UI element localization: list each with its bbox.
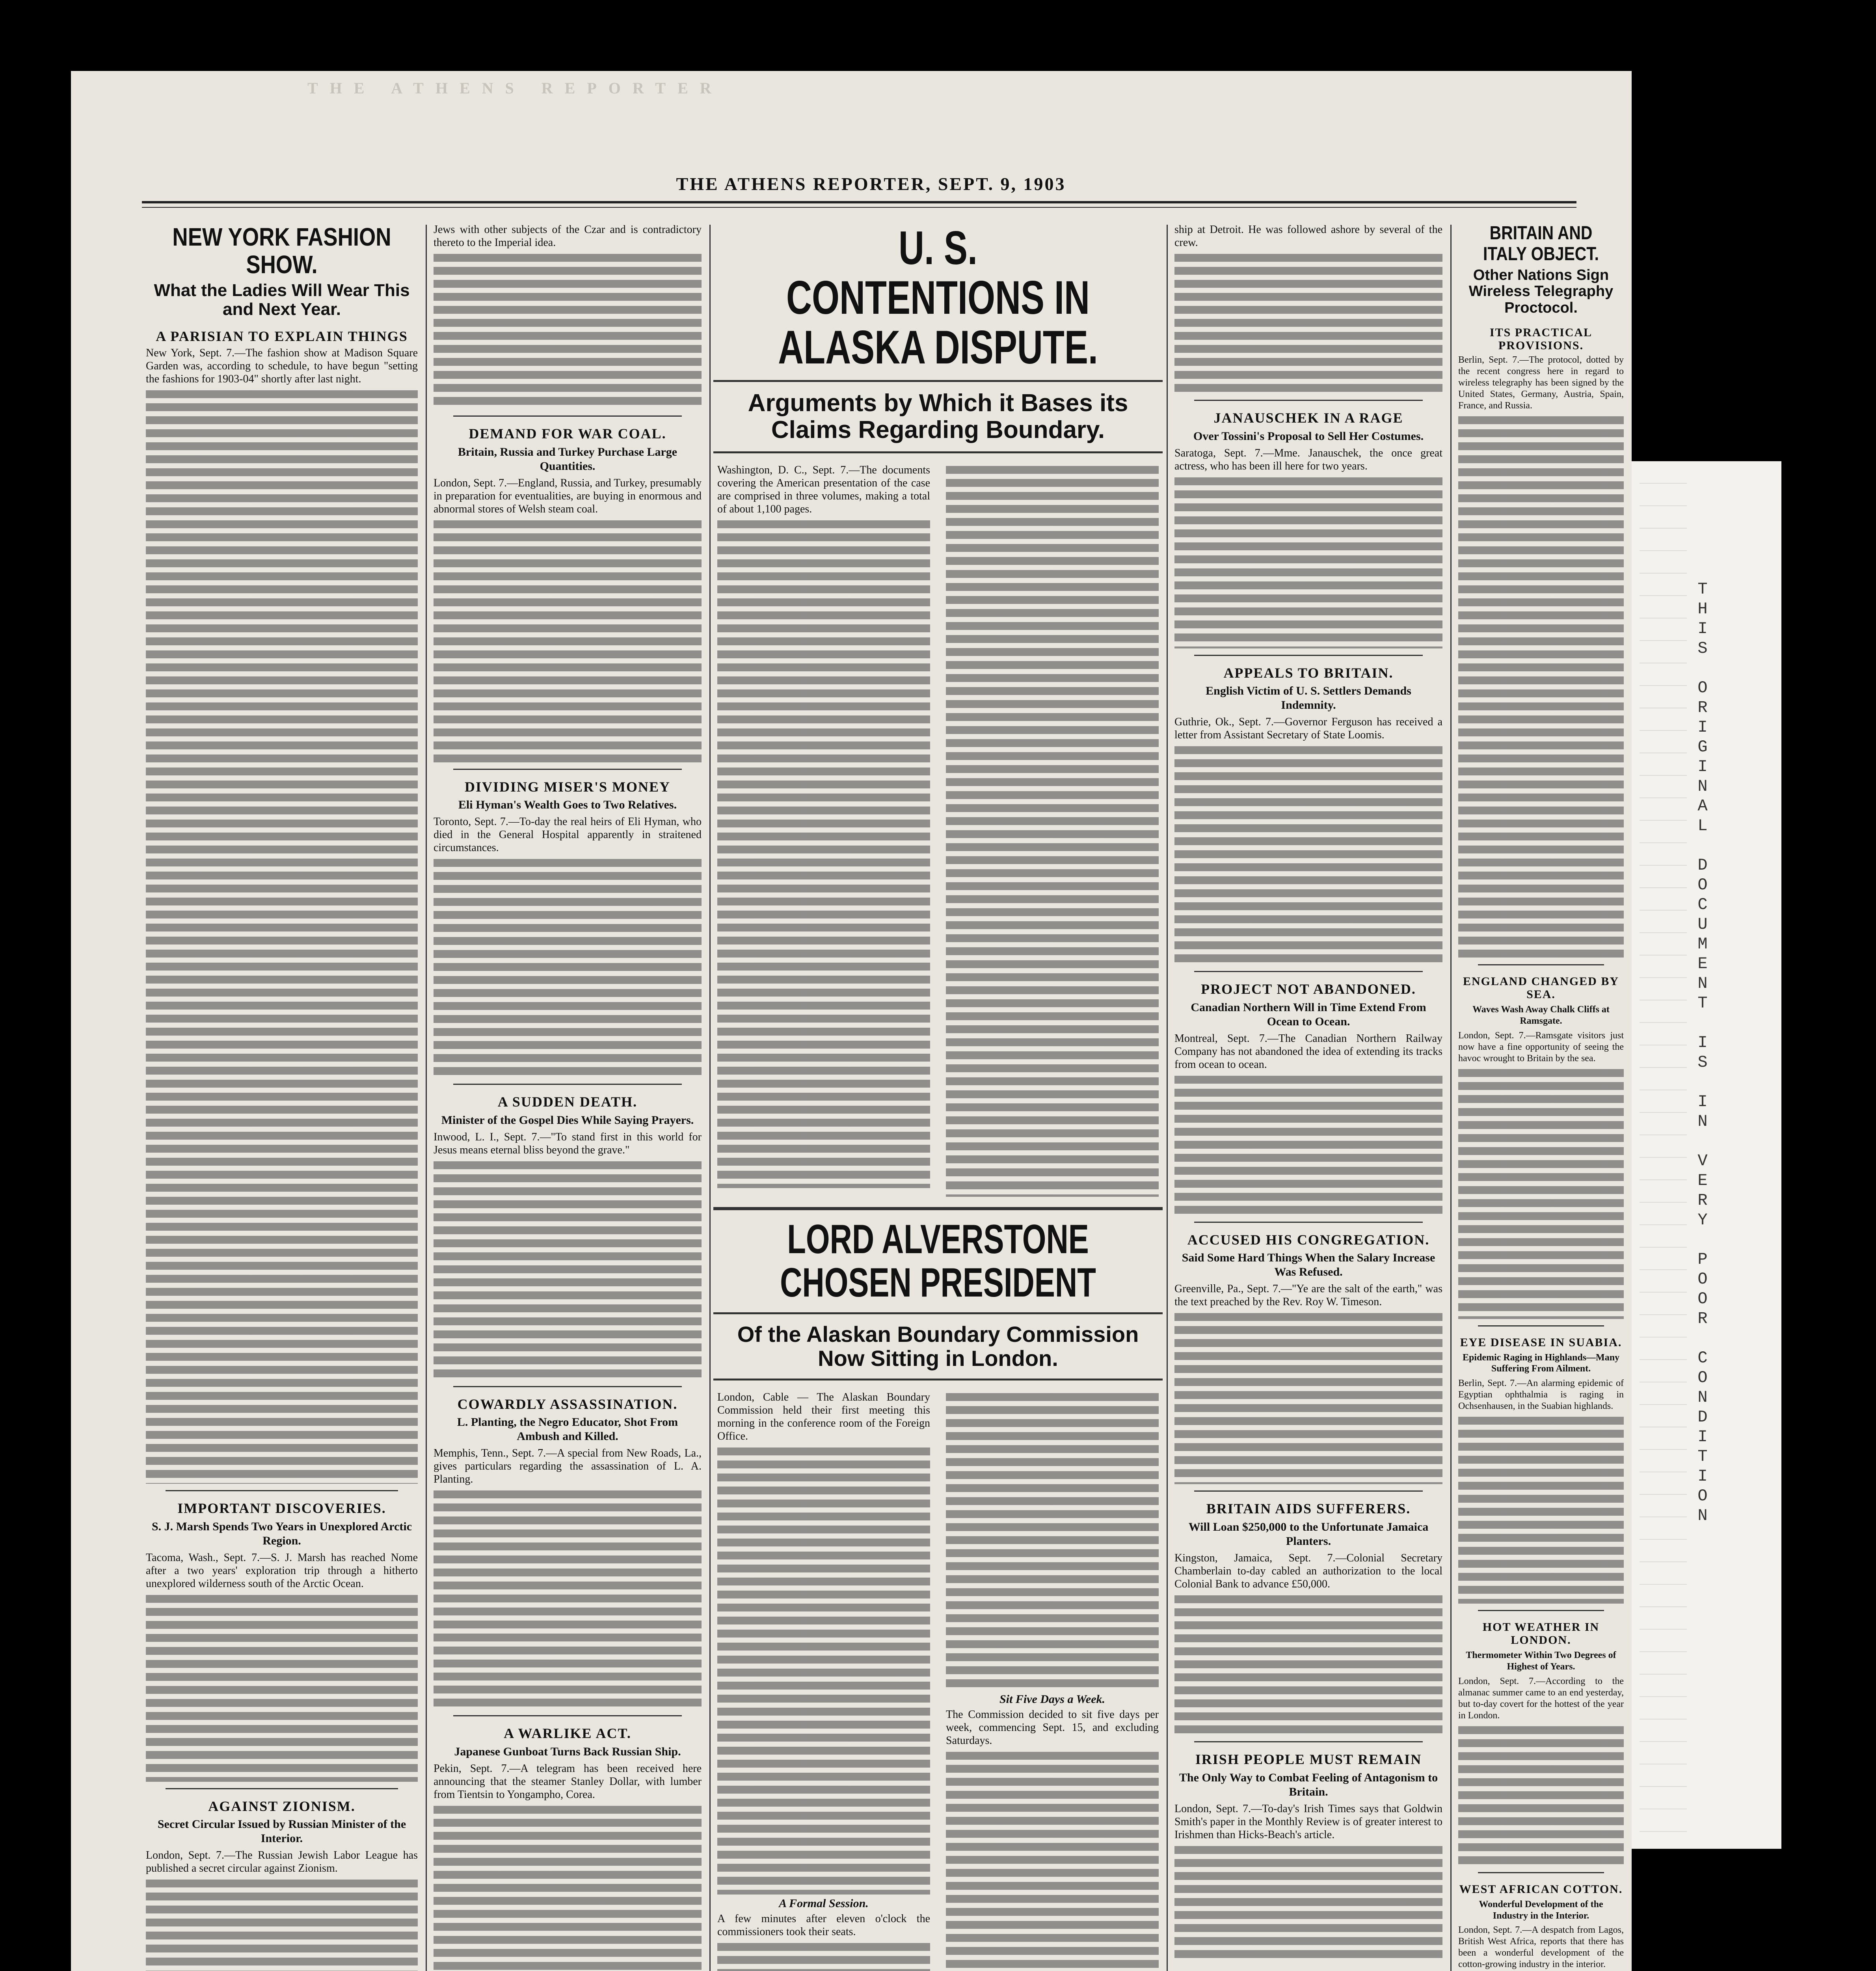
article-body-zionism xyxy=(146,1877,418,1971)
article-text: Tacoma, Wash., Sept. 7.—S. J. Marsh has reached Nome after a two years' exploration trip through a hitherto unexplored wilderness south of the Arctic Ocean. xyxy=(146,1551,418,1590)
section-provisions: ITS PRACTICAL PROVISIONS. xyxy=(1489,326,1593,352)
subhead-west-african-cotton: Wonderful Development of the Industry in the Interior. xyxy=(1479,1899,1603,1921)
column-5 xyxy=(1454,221,1628,1971)
subhead-sudden-death: Minister of the Gospel Dies While Saying Prayers. xyxy=(441,1113,694,1127)
article-text: New York, Sept. 7.—The fashion show at Madison Square Garden was, according to schedule, to have begun "setting the fashions for 1903-04" shortly after last night. xyxy=(146,347,418,386)
subhead-project: Canadian Northern Will in Time Extend From Ocean to Ocean. xyxy=(1191,1000,1426,1028)
bleed-through-text: THE ATHENS REPORTER xyxy=(307,79,723,97)
article-body-project xyxy=(1174,1073,1442,1215)
section-irish-people: IRISH PEOPLE MUST REMAIN xyxy=(1195,1751,1422,1767)
subhead-hot-weather: Thermometer Within Two Degrees of Highest of Years. xyxy=(1466,1650,1616,1672)
section-misers-money: DIVIDING MISER'S MONEY xyxy=(464,779,671,795)
article-body-continued xyxy=(1174,251,1442,393)
subhead-assassination: L. Planting, the Negro Educator, Shot From Ambush and Killed. xyxy=(457,1416,678,1443)
article-body-britain-aids xyxy=(1174,1593,1442,1735)
section-discoveries: IMPORTANT DISCOVERIES. xyxy=(177,1500,386,1516)
article-text: The Commission decided to sit five days per week, commencing Sept. 15, and excluding Saturdays. xyxy=(946,1708,1159,1747)
subhead-warlike-act: Japanese Gunboat Turns Back Russian Ship. xyxy=(454,1745,681,1758)
section-sudden-death: A SUDDEN DEATH. xyxy=(497,1094,638,1110)
divider xyxy=(1478,1325,1604,1326)
alverstone-article-body xyxy=(713,1388,1163,1971)
section-eye-disease: EYE DISEASE IN SUABIA. xyxy=(1460,1336,1622,1349)
divider xyxy=(1194,1741,1423,1742)
divider xyxy=(1194,655,1423,656)
article-body-accused xyxy=(1174,1311,1442,1484)
divider xyxy=(713,380,1163,382)
article-body-misers-money xyxy=(434,857,702,1077)
headline-alaska-dispute: U. S. CONTENTIONS IN ALASKA DISPUTE. xyxy=(778,222,1098,374)
article-text: Saratoga, Sept. 7.—Mme. Janauschek, the once great actress, who has been ill here for two years. xyxy=(1174,447,1442,472)
article-text: London, Sept. 7.—A despatch from Lagos, British West Africa, reports that there has been a wonderful development of the cotton-growing industry in the interior. xyxy=(1458,1925,1624,1970)
masthead-rule xyxy=(142,201,1576,203)
article-text: Washington, D. C., Sept. 7.—The documents covering the American presentation of the case are comprised in three volumes, making a total of about 1,100 pages. xyxy=(717,464,930,516)
article-text: Inwood, L. I., Sept. 7.—"To stand first in this world for Jesus means eternal bliss beyond the grave." xyxy=(434,1131,702,1156)
strip-ruled-lines xyxy=(1640,461,1687,1849)
divider xyxy=(713,1207,1163,1210)
article-body-formal-session xyxy=(717,1941,930,1971)
condition-note: T H I S O R I G I N A L D O C U M E N T I S I N V E R Y P O O R C O N D I T I O N xyxy=(1697,580,1708,1525)
divider xyxy=(713,1312,1163,1314)
article-body-appeals xyxy=(1174,744,1442,965)
column-3 xyxy=(713,221,1163,1971)
subhead-fashion-show: What the Ladies Will Wear This and Next Year. xyxy=(154,280,410,319)
headline-fashion-show: NEW YORK FASHION SHOW. xyxy=(172,223,391,279)
article-body-irish-people xyxy=(1174,1844,1442,1962)
divider xyxy=(1478,964,1604,965)
section-war-coal: DEMAND FOR WAR COAL. xyxy=(469,426,666,442)
article-text: A few minutes after eleven o'clock the commissioners took their seats. xyxy=(717,1912,930,1938)
section-appeals: APPEALS TO BRITAIN. xyxy=(1223,665,1394,681)
article-body-hot-weather xyxy=(1458,1724,1624,1866)
divider xyxy=(1194,1222,1423,1223)
divider xyxy=(1194,971,1423,972)
divider xyxy=(453,1715,682,1716)
article-body-alaska-left xyxy=(717,518,930,1188)
divider xyxy=(1194,400,1423,401)
article-body-alverstone-left xyxy=(717,1445,930,1895)
article-text: Pekin, Sept. 7.—A telegram has been received here announcing that the steamer Stanley Dollar, with lumber from Tientsin to Yongampho, Corea. xyxy=(434,1762,702,1801)
article-text: London, Sept. 7.—To-day's Irish Times says that Goldwin Smith's paper in the Monthly Review is of greater interest to Irishmen than Hicks-Beach's article. xyxy=(1174,1802,1442,1841)
column-rule xyxy=(1167,225,1168,1971)
column-rule xyxy=(426,225,427,1971)
article-text: Berlin, Sept. 7.—The protocol, dotted by the recent congress here in regard to wireless telegraphy has been signed by the United States, Germany, Austria, Spain, France, and Russia. xyxy=(1458,354,1624,411)
divider xyxy=(453,1084,682,1085)
article-body-england-changed xyxy=(1458,1067,1624,1319)
article-text: Memphis, Tenn., Sept. 7.—A special from New Roads, La., gives particulars regarding the assassination of L. A. Planting. xyxy=(434,1447,702,1486)
article-text: Montreal, Sept. 7.—The Canadian Northern Railway Company has not abandoned the idea of extending its tracks from ocean to ocean. xyxy=(1174,1032,1442,1071)
divider xyxy=(1478,1872,1604,1873)
condition-note-strip xyxy=(1632,461,1781,1849)
article-body-eye-disease xyxy=(1458,1414,1624,1604)
section-janauschek: JANAUSCHEK IN A RAGE xyxy=(1213,410,1403,426)
divider xyxy=(713,451,1163,453)
subhead-zionism: Secret Circular Issued by Russian Minister of the Interior. xyxy=(157,1818,406,1845)
section-hot-weather: HOT WEATHER IN LONDON. xyxy=(1482,1621,1600,1647)
column-1 xyxy=(142,221,422,1971)
subhead-appeals: English Victim of U. S. Settlers Demands Indemnity. xyxy=(1206,684,1411,712)
article-text: London, Sept. 7.—England, Russia, and Turkey, presumably in preparation for eventualities, are buying in enormous and abnormal stores of Welsh steam coal. xyxy=(434,477,702,515)
subhead-accused: Said Some Hard Things When the Salary Increase Was Refused. xyxy=(1182,1251,1435,1279)
subhead-war-coal: Britain, Russia and Turkey Purchase Large Quantities. xyxy=(458,445,677,473)
subhead-discoveries: S. J. Marsh Spends Two Years in Unexplored Arctic Region. xyxy=(151,1520,412,1547)
divider xyxy=(453,1386,682,1387)
article-text: London, Cable — The Alaskan Boundary Commission held their first meeting this morning in the conference room of the Foreign Office. xyxy=(717,1391,930,1442)
divider xyxy=(453,769,682,770)
section-accused: ACCUSED HIS CONGREGATION. xyxy=(1187,1231,1430,1248)
article-body-assassination xyxy=(434,1488,702,1709)
article-body-janauschek xyxy=(1174,475,1442,648)
section-britain-aids: BRITAIN AIDS SUFFERERS. xyxy=(1206,1501,1411,1517)
article-text: Berlin, Sept. 7.—An alarming epidemic of Egyptian ophthalmia is raging in Ochsenhausen, in the Suabian highlands. xyxy=(1458,1378,1624,1412)
article-body-five-days xyxy=(946,1749,1159,1971)
divider xyxy=(1194,1490,1423,1492)
article-text: London, Sept. 7.—According to the almanac summer came to an end yesterday, but to-day covert for the hottest of the year in London. xyxy=(1458,1676,1624,1721)
section-west-african-cotton: WEST AFRICAN COTTON. xyxy=(1459,1882,1623,1896)
divider xyxy=(166,1490,398,1491)
section-formal-session: A Formal Session. xyxy=(779,1896,869,1910)
divider xyxy=(453,415,682,417)
article-body-britain-italy xyxy=(1458,414,1624,958)
subhead-irish-people: The Only Way to Combat Feeling of Antagonism to Britain. xyxy=(1179,1771,1438,1798)
article-body-fashion xyxy=(146,388,418,1484)
headline-alverstone: LORD ALVERSTONE CHOSEN PRESIDENT xyxy=(780,1217,1096,1306)
divider xyxy=(166,1788,398,1789)
section-assassination: COWARDLY ASSASSINATION. xyxy=(457,1396,678,1412)
masthead: THE ATHENS REPORTER, SEPT. 9, 1903 xyxy=(676,174,1066,194)
article-body-continued xyxy=(434,251,702,409)
section-project: PROJECT NOT ABANDONED. xyxy=(1201,981,1416,997)
subhead-eye-disease: Epidemic Raging in Highlands—Many Suffering From Ailment. xyxy=(1462,1352,1620,1374)
subhead-britain-italy: Other Nations Sign Wireless Telegraphy Proctocol. xyxy=(1468,266,1614,317)
article-body-sudden-death xyxy=(434,1159,702,1380)
column-rule xyxy=(1450,225,1452,1971)
subhead-britain-aids: Will Loan $250,000 to the Unfortunate Jamaica Planters. xyxy=(1188,1520,1429,1548)
article-body-alverstone-right xyxy=(946,1391,1159,1690)
subhead-misers-money: Eli Hyman's Wealth Goes to Two Relatives. xyxy=(458,798,677,812)
article-text: Guthrie, Ok., Sept. 7.—Governor Ferguson has received a letter from Assistant Secretary of State Loomis. xyxy=(1174,716,1442,741)
alaska-article-body xyxy=(713,461,1163,1199)
article-text: ship at Detroit. He was followed ashore by several of the crew. xyxy=(1174,224,1442,249)
article-body-alaska-right xyxy=(946,464,1159,1197)
divider xyxy=(713,1379,1163,1380)
divider xyxy=(1478,1610,1604,1611)
newspaper-page xyxy=(71,71,1632,1971)
section-five-days: Sit Five Days a Week. xyxy=(999,1692,1106,1706)
article-body-war-coal xyxy=(434,518,702,762)
column-rule xyxy=(709,225,711,1971)
section-parisian: A PARISIAN TO EXPLAIN THINGS xyxy=(156,328,408,344)
article-body-warlike-act xyxy=(434,1803,702,1971)
column-4 xyxy=(1171,221,1446,1971)
masthead-rule-thin xyxy=(142,207,1576,208)
section-england-changed: ENGLAND CHANGED BY SEA. xyxy=(1463,974,1619,1001)
subhead-england-changed: Waves Wash Away Chalk Cliffs at Ramsgate. xyxy=(1472,1004,1610,1026)
article-text: Toronto, Sept. 7.—To-day the real heirs of Eli Hyman, who died in the General Hospital apparently in straitened circumstances. xyxy=(434,816,702,854)
article-text: London, Sept. 7.—Ramsgate visitors just now have a fine opportunity of seeing the havoc wrought to Britain by the sea. xyxy=(1458,1030,1624,1064)
column-2 xyxy=(430,221,705,1971)
subhead-alverstone: Of the Alaskan Boundary Commission Now Sitting in London. xyxy=(737,1321,1139,1371)
article-text: Greenville, Pa., Sept. 7.—"Ye are the salt of the earth," was the text preached by the Rev. Roy W. Timeson. xyxy=(1174,1283,1442,1308)
subhead-alaska-dispute: Arguments by Which it Bases its Claims Regarding Boundary. xyxy=(748,389,1128,444)
article-text: London, Sept. 7.—The Russian Jewish Labor League has published a secret circular against Zionism. xyxy=(146,1849,418,1875)
section-zionism: AGAINST ZIONISM. xyxy=(208,1798,355,1814)
article-text: Kingston, Jamaica, Sept. 7.—Colonial Secretary Chamberlain to-day cabled an authorization to the local Colonial Bank to advance £50,000. xyxy=(1174,1552,1442,1590)
headline-britain-italy: BRITAIN AND ITALY OBJECT. xyxy=(1483,223,1599,265)
article-text: Jews with other subjects of the Czar and is contradictory thereto to the Imperial idea. xyxy=(434,224,702,249)
article-body-discoveries xyxy=(146,1593,418,1782)
subhead-janauschek: Over Tossini's Proposal to Sell Her Costumes. xyxy=(1193,429,1424,443)
section-warlike-act: A WARLIKE ACT. xyxy=(504,1725,631,1742)
